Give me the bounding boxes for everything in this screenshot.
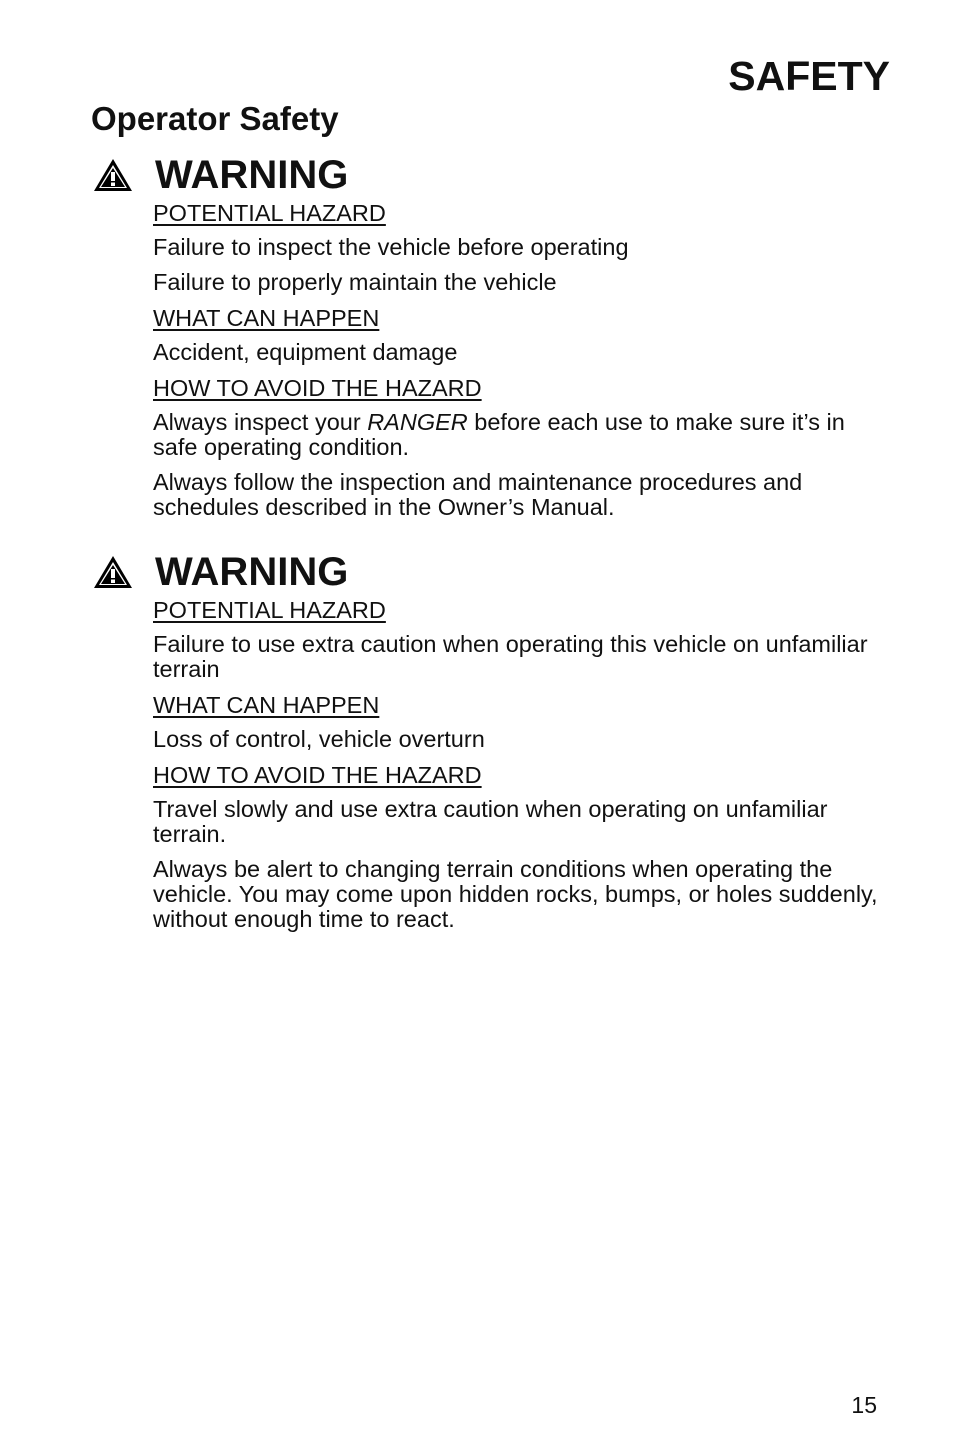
consequence-text: Loss of control, vehicle overturn <box>153 726 485 752</box>
potential-hazard-label: POTENTIAL HAZARD <box>153 200 386 226</box>
section-header: SAFETY <box>728 53 890 99</box>
hazard-text: Failure to inspect the vehicle before operating <box>153 234 629 260</box>
avoid-text: Always be alert to changing terrain conditions when operating the vehicle. You may come upon hidden rocks, bumps, or holes suddenly, without enough time to react. <box>153 856 878 932</box>
what-can-happen-label: WHAT CAN HAPPEN <box>153 692 380 718</box>
warning-triangle-icon <box>93 158 133 192</box>
warning-title: WARNING <box>155 550 349 594</box>
what-can-happen-label: WHAT CAN HAPPEN <box>153 305 380 331</box>
warning-block-2 <box>93 549 893 942</box>
avoid-text <box>153 410 893 460</box>
avoid-text: Always follow the inspection and maintenance procedures and schedules described in the Owner’s Manual. <box>153 469 803 520</box>
how-to-avoid-label: HOW TO AVOID THE HAZARD <box>153 762 482 788</box>
hazard-text: Failure to properly maintain the vehicle <box>153 269 557 295</box>
page-number: 15 <box>851 1392 877 1418</box>
hazard-text: Failure to use extra caution when operating this vehicle on unfamiliar terrain <box>153 631 868 682</box>
warning-header <box>93 549 893 595</box>
avoid-text-part: Always inspect your <box>153 409 368 435</box>
how-to-avoid-label: HOW TO AVOID THE HAZARD <box>153 375 482 401</box>
avoid-text: Travel slowly and use extra caution when operating on unfamiliar terrain. <box>153 796 828 847</box>
subsection-title: Operator Safety <box>91 100 339 137</box>
warning-title: WARNING <box>155 153 349 197</box>
warning-body <box>153 597 893 932</box>
model-name: RANGER <box>367 409 468 435</box>
potential-hazard-label: POTENTIAL HAZARD <box>153 597 386 623</box>
warning-header <box>93 152 893 198</box>
consequence-text: Accident, equipment damage <box>153 339 458 365</box>
warning-block-1 <box>93 152 893 530</box>
avoid-text-part: before each use to make sure it’s in safe operating condition. <box>153 409 845 460</box>
warning-triangle-icon <box>93 555 133 589</box>
warning-body <box>153 200 893 520</box>
